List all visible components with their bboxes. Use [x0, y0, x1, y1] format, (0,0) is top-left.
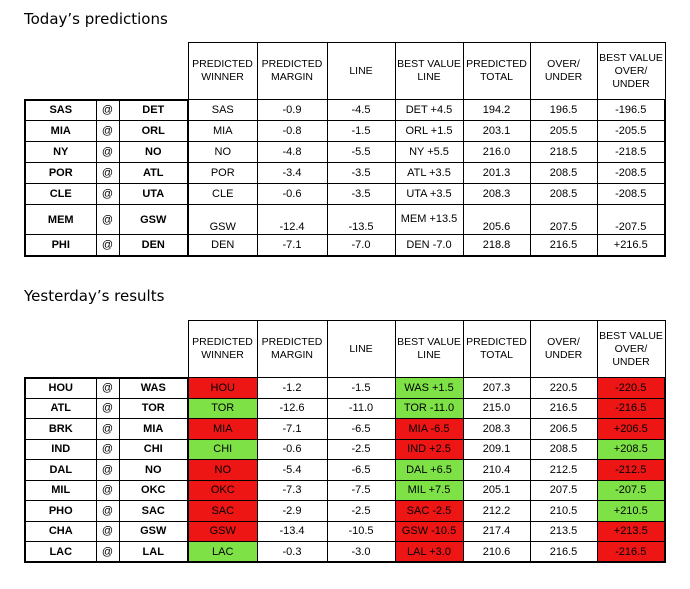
best-value-line: MIA -6.5	[395, 419, 463, 440]
home-team: LAL	[119, 542, 188, 563]
best-value-over-under: +216.5	[597, 235, 665, 256]
predicted-margin: -2.9	[257, 501, 327, 522]
best-value-line: DEN -7.0	[395, 235, 463, 256]
best-value-over-under: -207.5	[597, 205, 665, 235]
table-row	[25, 121, 665, 142]
over-under: 216.5	[530, 398, 597, 419]
predicted-winner: LAC	[188, 542, 257, 563]
predicted-total: 208.3	[463, 184, 530, 205]
line: -10.5	[327, 521, 395, 542]
header-predicted-winner: PREDICTED WINNER	[188, 43, 257, 100]
at-sign: @	[96, 121, 119, 142]
home-team: MIA	[119, 419, 188, 440]
header-predicted-total: PREDICTED TOTAL	[463, 43, 530, 100]
home-team: TOR	[119, 398, 188, 419]
best-value-line: IND +2.5	[395, 439, 463, 460]
home-team: OKC	[119, 480, 188, 501]
over-under: 216.5	[530, 542, 597, 563]
line: -3.5	[327, 163, 395, 184]
table-row	[25, 480, 665, 501]
best-value-line: GSW -10.5	[395, 521, 463, 542]
home-team: GSW	[119, 521, 188, 542]
home-team: DET	[119, 100, 188, 121]
table-row	[25, 542, 665, 563]
at-sign: @	[96, 100, 119, 121]
best-value-line: TOR -11.0	[395, 398, 463, 419]
predicted-total: 205.1	[463, 480, 530, 501]
header-best-value-over-under: BEST VALUE OVER/ UNDER	[597, 43, 665, 100]
at-sign: @	[96, 378, 119, 399]
line: -1.5	[327, 121, 395, 142]
predicted-total: 212.2	[463, 501, 530, 522]
predicted-total: 207.3	[463, 378, 530, 399]
line: -5.5	[327, 142, 395, 163]
over-under: 212.5	[530, 460, 597, 481]
home-team: ORL	[119, 121, 188, 142]
line: -11.0	[327, 398, 395, 419]
predicted-winner: GSW	[188, 521, 257, 542]
predicted-winner: DEN	[188, 235, 257, 256]
over-under: 210.5	[530, 501, 597, 522]
predicted-margin: -12.6	[257, 398, 327, 419]
predicted-winner: NO	[188, 460, 257, 481]
home-team: ATL	[119, 163, 188, 184]
best-value-over-under: -216.5	[597, 542, 665, 563]
predicted-total: 217.4	[463, 521, 530, 542]
best-value-over-under: +210.5	[597, 501, 665, 522]
yesterday-section-title: Yesterday’s results	[24, 287, 165, 305]
best-value-line: WAS +1.5	[395, 378, 463, 399]
best-value-over-under: -208.5	[597, 163, 665, 184]
best-value-over-under: -208.5	[597, 184, 665, 205]
predicted-margin: -12.4	[257, 205, 327, 235]
predicted-winner: CHI	[188, 439, 257, 460]
predicted-margin: -7.3	[257, 480, 327, 501]
over-under: 196.5	[530, 100, 597, 121]
away-team: HOU	[25, 378, 96, 399]
predicted-margin: -0.8	[257, 121, 327, 142]
line: -13.5	[327, 205, 395, 235]
predicted-winner: GSW	[188, 205, 257, 235]
away-team: POR	[25, 163, 96, 184]
header-over-under: OVER/ UNDER	[530, 321, 597, 378]
over-under: 205.5	[530, 121, 597, 142]
table-row	[25, 439, 665, 460]
line: -2.5	[327, 501, 395, 522]
best-value-line: SAC -2.5	[395, 501, 463, 522]
best-value-line: NY +5.5	[395, 142, 463, 163]
home-team: CHI	[119, 439, 188, 460]
today-section-title: Today’s predictions	[24, 10, 168, 28]
away-team: CHA	[25, 521, 96, 542]
best-value-over-under: +206.5	[597, 419, 665, 440]
best-value-over-under: -218.5	[597, 142, 665, 163]
away-team: ATL	[25, 398, 96, 419]
away-team: BRK	[25, 419, 96, 440]
predicted-margin: -0.9	[257, 100, 327, 121]
at-sign: @	[96, 542, 119, 563]
predicted-margin: -0.6	[257, 439, 327, 460]
line: -1.5	[327, 378, 395, 399]
predicted-winner: MIA	[188, 121, 257, 142]
table-row	[25, 419, 665, 440]
header-line: LINE	[327, 321, 395, 378]
best-value-line: ATL +3.5	[395, 163, 463, 184]
at-sign: @	[96, 419, 119, 440]
predicted-margin: -4.8	[257, 142, 327, 163]
predicted-total: 201.3	[463, 163, 530, 184]
predicted-total: 210.6	[463, 542, 530, 563]
away-team: MIL	[25, 480, 96, 501]
home-team: WAS	[119, 378, 188, 399]
over-under: 206.5	[530, 419, 597, 440]
line: -6.5	[327, 460, 395, 481]
predicted-margin: -1.2	[257, 378, 327, 399]
header-predicted-total: PREDICTED TOTAL	[463, 321, 530, 378]
away-team: NY	[25, 142, 96, 163]
home-team: GSW	[119, 205, 188, 235]
over-under: 218.5	[530, 142, 597, 163]
at-sign: @	[96, 460, 119, 481]
at-sign: @	[96, 521, 119, 542]
header-predicted-margin: PREDICTED MARGIN	[257, 43, 327, 100]
best-value-over-under: -216.5	[597, 398, 665, 419]
predicted-winner: SAC	[188, 501, 257, 522]
predicted-winner: POR	[188, 163, 257, 184]
home-team: NO	[119, 460, 188, 481]
table-row	[25, 100, 665, 121]
home-team: SAC	[119, 501, 188, 522]
predicted-total: 203.1	[463, 121, 530, 142]
predicted-margin: -3.4	[257, 163, 327, 184]
at-sign: @	[96, 163, 119, 184]
predicted-total: 218.8	[463, 235, 530, 256]
table-row	[25, 205, 665, 235]
best-value-line: UTA +3.5	[395, 184, 463, 205]
at-sign: @	[96, 142, 119, 163]
yesterday-header-row	[25, 321, 665, 378]
today-header-row	[25, 43, 665, 100]
best-value-over-under: -196.5	[597, 100, 665, 121]
header-best-value-line: BEST VALUE LINE	[395, 43, 463, 100]
predicted-total: 210.4	[463, 460, 530, 481]
home-team: DEN	[119, 235, 188, 256]
over-under: 213.5	[530, 521, 597, 542]
header-over-under: OVER/ UNDER	[530, 43, 597, 100]
best-value-over-under: +208.5	[597, 439, 665, 460]
over-under: 208.5	[530, 184, 597, 205]
away-team: SAS	[25, 100, 96, 121]
predicted-winner: TOR	[188, 398, 257, 419]
best-value-over-under: +213.5	[597, 521, 665, 542]
table-row	[25, 163, 665, 184]
table-row	[25, 460, 665, 481]
today-predictions-table	[24, 42, 666, 257]
predicted-winner: HOU	[188, 378, 257, 399]
best-value-line: MIL +7.5	[395, 480, 463, 501]
at-sign: @	[96, 480, 119, 501]
best-value-over-under: -205.5	[597, 121, 665, 142]
table-row	[25, 378, 665, 399]
yesterday-results-table	[24, 320, 666, 563]
predicted-total: 205.6	[463, 205, 530, 235]
header-predicted-winner: PREDICTED WINNER	[188, 321, 257, 378]
predicted-margin: -13.4	[257, 521, 327, 542]
over-under: 207.5	[530, 480, 597, 501]
predicted-winner: CLE	[188, 184, 257, 205]
line: -4.5	[327, 100, 395, 121]
away-team: CLE	[25, 184, 96, 205]
at-sign: @	[96, 439, 119, 460]
predicted-winner: MIA	[188, 419, 257, 440]
predicted-total: 208.3	[463, 419, 530, 440]
over-under: 208.5	[530, 163, 597, 184]
away-team: MIA	[25, 121, 96, 142]
predicted-total: 194.2	[463, 100, 530, 121]
away-team: PHO	[25, 501, 96, 522]
best-value-line: LAL +3.0	[395, 542, 463, 563]
predicted-margin: -7.1	[257, 419, 327, 440]
away-team: DAL	[25, 460, 96, 481]
header-predicted-margin: PREDICTED MARGIN	[257, 321, 327, 378]
away-team: PHI	[25, 235, 96, 256]
best-value-line: MEM +13.5	[395, 205, 463, 235]
best-value-over-under: -212.5	[597, 460, 665, 481]
line: -7.0	[327, 235, 395, 256]
home-team: UTA	[119, 184, 188, 205]
header-best-value-over-under: BEST VALUE OVER/ UNDER	[597, 321, 665, 378]
line: -7.5	[327, 480, 395, 501]
away-team: MEM	[25, 205, 96, 235]
line: -2.5	[327, 439, 395, 460]
predicted-winner: OKC	[188, 480, 257, 501]
table-row	[25, 521, 665, 542]
table-row	[25, 501, 665, 522]
predicted-margin: -5.4	[257, 460, 327, 481]
best-value-over-under: -220.5	[597, 378, 665, 399]
predicted-total: 209.1	[463, 439, 530, 460]
line: -3.0	[327, 542, 395, 563]
at-sign: @	[96, 501, 119, 522]
home-team: NO	[119, 142, 188, 163]
line: -3.5	[327, 184, 395, 205]
predicted-margin: -7.1	[257, 235, 327, 256]
best-value-line: DAL +6.5	[395, 460, 463, 481]
table-row	[25, 184, 665, 205]
over-under: 208.5	[530, 439, 597, 460]
best-value-line: DET +4.5	[395, 100, 463, 121]
over-under: 207.5	[530, 205, 597, 235]
predicted-margin: -0.6	[257, 184, 327, 205]
table-row	[25, 398, 665, 419]
at-sign: @	[96, 398, 119, 419]
table-row	[25, 235, 665, 256]
predicted-margin: -0.3	[257, 542, 327, 563]
predicted-total: 215.0	[463, 398, 530, 419]
best-value-line: ORL +1.5	[395, 121, 463, 142]
best-value-over-under: -207.5	[597, 480, 665, 501]
away-team: IND	[25, 439, 96, 460]
away-team: LAC	[25, 542, 96, 563]
header-line: LINE	[327, 43, 395, 100]
predicted-winner: SAS	[188, 100, 257, 121]
at-sign: @	[96, 235, 119, 256]
predicted-winner: NO	[188, 142, 257, 163]
over-under: 216.5	[530, 235, 597, 256]
at-sign: @	[96, 205, 119, 235]
line: -6.5	[327, 419, 395, 440]
header-best-value-line: BEST VALUE LINE	[395, 321, 463, 378]
at-sign: @	[96, 184, 119, 205]
over-under: 220.5	[530, 378, 597, 399]
predicted-total: 216.0	[463, 142, 530, 163]
table-row	[25, 142, 665, 163]
